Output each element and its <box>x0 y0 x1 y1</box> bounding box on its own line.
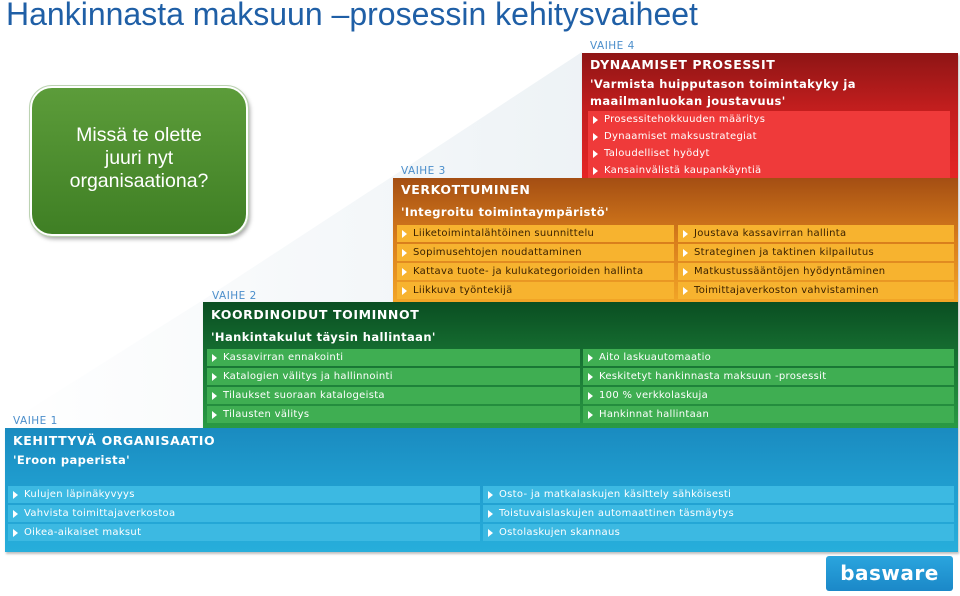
bullet-arrow-icon <box>588 392 593 400</box>
phase-4-item <box>588 145 950 162</box>
callout-line: juuri nyt <box>104 147 174 169</box>
bullet-arrow-icon <box>13 529 18 537</box>
item-label: Kulujen läpinäkyvyys <box>24 489 135 500</box>
phase-2-item <box>583 387 954 404</box>
phase-1-item <box>8 505 480 522</box>
item-label: Oikea-aikaiset maksut <box>24 527 142 538</box>
phase-4-block <box>582 53 958 178</box>
bullet-arrow-icon <box>13 510 18 518</box>
bullet-arrow-icon <box>488 529 493 537</box>
item-label: Osto- ja matkalaskujen käsittely sähköisesti <box>499 489 732 500</box>
phase-4-item <box>588 162 950 179</box>
item-label: Kassavirran ennakointi <box>223 352 344 363</box>
item-label: Vahvista toimittajaverkostoa <box>24 508 176 519</box>
phase-3-item <box>397 263 674 280</box>
bullet-arrow-icon <box>488 491 493 499</box>
bullet-arrow-icon <box>683 249 688 257</box>
callout-line: organisaationa? <box>69 170 209 192</box>
bullet-arrow-icon <box>683 287 688 295</box>
phase-1-heading: KEHITTYVÄ ORGANISAATIO <box>13 433 216 448</box>
phase-3-label: VAIHE 3 <box>401 165 446 177</box>
phase-3-item <box>678 282 954 299</box>
phase-2-item <box>583 368 954 385</box>
bullet-arrow-icon <box>212 411 217 419</box>
phase-1-item <box>483 505 954 522</box>
phase-1-label: VAIHE 1 <box>13 415 58 427</box>
item-label: Tilaukset suoraan katalogeista <box>223 390 385 401</box>
phase-2-item <box>583 349 954 366</box>
bullet-arrow-icon <box>212 354 217 362</box>
phase-2-item <box>207 387 580 404</box>
phase-2-item <box>207 406 580 423</box>
bullet-arrow-icon <box>593 150 598 158</box>
basware-logo: basware <box>826 556 953 591</box>
item-label: Taloudelliset hyödyt <box>604 148 710 159</box>
phase-3-heading: VERKOTTUMINEN <box>401 182 531 197</box>
item-label: Toistuvaislaskujen automaattinen täsmäytys <box>499 508 735 519</box>
phase-2-heading: KOORDINOIDUT TOIMINNOT <box>211 307 420 322</box>
item-label: Matkustussääntöjen hyödyntäminen <box>694 266 886 277</box>
bullet-arrow-icon <box>593 167 598 175</box>
phase-1-item <box>8 486 480 503</box>
item-label: Aito laskuautomaatio <box>599 352 712 363</box>
phase-3-item <box>397 244 674 261</box>
item-label: Liikkuva työntekijä <box>413 285 513 296</box>
item-label: Strateginen ja taktinen kilpailutus <box>694 247 875 258</box>
phase-3-item <box>678 263 954 280</box>
item-label: Liiketoimintalähtöinen suunnittelu <box>413 228 595 239</box>
bullet-arrow-icon <box>588 411 593 419</box>
item-label: Hankinnat hallintaan <box>599 409 710 420</box>
phase-3-quote: 'Integroitu toimintaympäristö' <box>401 205 609 219</box>
phase-4-quote-line: maailmanluokan joustavuus' <box>590 94 786 108</box>
bullet-arrow-icon <box>212 392 217 400</box>
phase-3-item <box>397 282 674 299</box>
bullet-arrow-icon <box>588 373 593 381</box>
item-label: Sopimusehtojen noudattaminen <box>413 247 582 258</box>
item-label: Prosessitehokkuuden määritys <box>604 114 766 125</box>
callout-text <box>32 124 246 193</box>
item-label: Joustava kassavirran hallinta <box>694 228 847 239</box>
phase-2-label: VAIHE 2 <box>212 290 257 302</box>
bullet-arrow-icon <box>683 230 688 238</box>
phase-2-quote: 'Hankintakulut täysin hallintaan' <box>211 330 436 344</box>
bullet-arrow-icon <box>402 230 407 238</box>
phase-1-item <box>483 524 954 541</box>
bullet-arrow-icon <box>212 373 217 381</box>
item-label: Tilausten välitys <box>223 409 310 420</box>
phase-3-item <box>678 225 954 242</box>
bullet-arrow-icon <box>402 287 407 295</box>
phase-1-item <box>8 524 480 541</box>
item-label: 100 % verkkolaskuja <box>599 390 709 401</box>
bullet-arrow-icon <box>402 249 407 257</box>
phase-4-heading: DYNAAMISET PROSESSIT <box>590 57 776 72</box>
item-label: Keskitetyt hankinnasta maksuun -prosessit <box>599 371 827 382</box>
phase-4-item <box>588 128 950 145</box>
bullet-arrow-icon <box>588 354 593 362</box>
item-label: Kansainvälistä kaupankäyntiä <box>604 165 762 176</box>
item-label: Ostolaskujen skannaus <box>499 527 621 538</box>
phase-3-item <box>397 225 674 242</box>
bullet-arrow-icon <box>683 268 688 276</box>
bullet-arrow-icon <box>488 510 493 518</box>
phase-1-block <box>5 428 958 552</box>
phase-1-item <box>483 486 954 503</box>
phase-4-quote-line: 'Varmista huipputason toimintakyky ja <box>590 77 856 91</box>
phase-2-item <box>583 406 954 423</box>
item-label: Katalogien välitys ja hallinnointi <box>223 371 393 382</box>
bullet-arrow-icon <box>593 133 598 141</box>
question-callout <box>30 86 248 236</box>
item-label: Kattava tuote- ja kulukategorioiden hallinta <box>413 266 644 277</box>
bullet-arrow-icon <box>402 268 407 276</box>
phase-2-block <box>203 302 958 428</box>
phase-1-quote: 'Eroon paperista' <box>13 453 131 467</box>
bullet-arrow-icon <box>593 116 598 124</box>
item-label: Dynaamiset maksustrategiat <box>604 131 757 142</box>
page-title: Hankinnasta maksuun –prosessin kehitysvaiheet <box>6 0 698 32</box>
phase-2-item <box>207 368 580 385</box>
phase-3-item <box>678 244 954 261</box>
callout-line: Missä te olette <box>76 124 202 146</box>
item-label: Toimittajaverkoston vahvistaminen <box>694 285 879 296</box>
bullet-arrow-icon <box>13 491 18 499</box>
phase-2-item <box>207 349 580 366</box>
phase-4-item <box>588 111 950 128</box>
phase-4-label: VAIHE 4 <box>590 40 635 52</box>
phase-3-block <box>393 178 958 302</box>
